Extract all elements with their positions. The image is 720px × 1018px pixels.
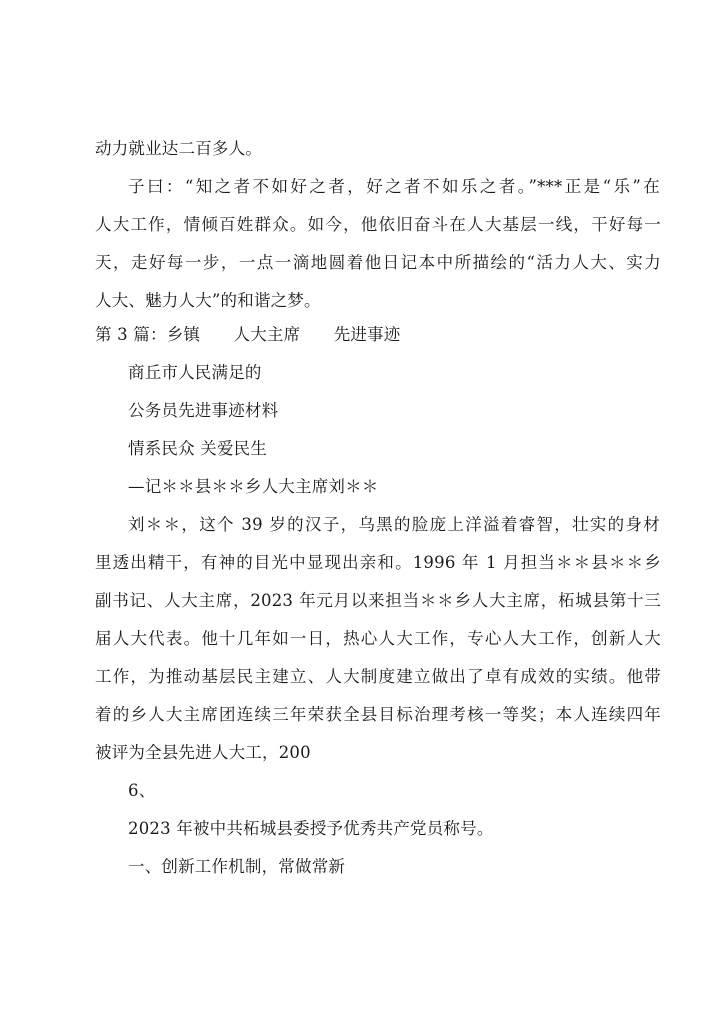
text-line: 里透出精干，有神的目光中显现出亲和。1996 年 1 月担当＊＊县＊＊乡: [95, 553, 661, 572]
text-line: 副书记、人大主席，2023 年元月以来担当＊＊乡人大主席，柘城县第十三: [95, 591, 661, 610]
text-line: 动力就业达二百多人。: [95, 139, 262, 158]
text-line: 工作，为推动基层民主建立、人大制度建立做出了卓有成效的实绩。他带: [95, 667, 661, 686]
text-line: 公务员先进事迹材料: [128, 401, 279, 420]
text-line: 被评为全县先进人大工，200: [95, 743, 311, 762]
text-line: 商丘市人民满足的: [128, 363, 262, 382]
text-line: 刘＊＊，这个 39 岁的汉子，乌黑的脸庞上洋溢着睿智，壮实的身材: [128, 515, 660, 534]
text-line: 子曰：“知之者不如好之者，好之者不如乐之者。”***正是“乐”在: [128, 177, 660, 196]
text-line: 人大工作，情倾百姓群众。如今，他依旧奋斗在人大基层一线，干好每一: [95, 215, 661, 234]
text-line: 天，走好每一步，一点一滴地圆着他日记本中所描绘的“活力人大、实力: [95, 253, 661, 272]
text-line: 情系民众 关爱民生: [128, 439, 268, 458]
text-line: 6、: [128, 781, 156, 800]
text-line: 着的乡人大主席团连续三年荣获全县目标治理考核一等奖；本人连续四年: [95, 705, 661, 724]
section-heading: 第 3 篇：乡镇 人大主席 先进事迹: [95, 325, 401, 344]
text-line: 2023 年被中共柘城县委授予优秀共产党员称号。: [128, 819, 494, 838]
text-line: —记＊＊县＊＊乡人大主席刘＊＊: [128, 477, 379, 496]
text-line: 一、创新工作机制，常做常新: [128, 857, 346, 876]
text-line: 人大、魅力人大”的和谐之梦。: [95, 291, 321, 310]
text-line: 届人大代表。他十几年如一日，热心人大工作，专心人大工作，创新人大: [95, 629, 661, 648]
